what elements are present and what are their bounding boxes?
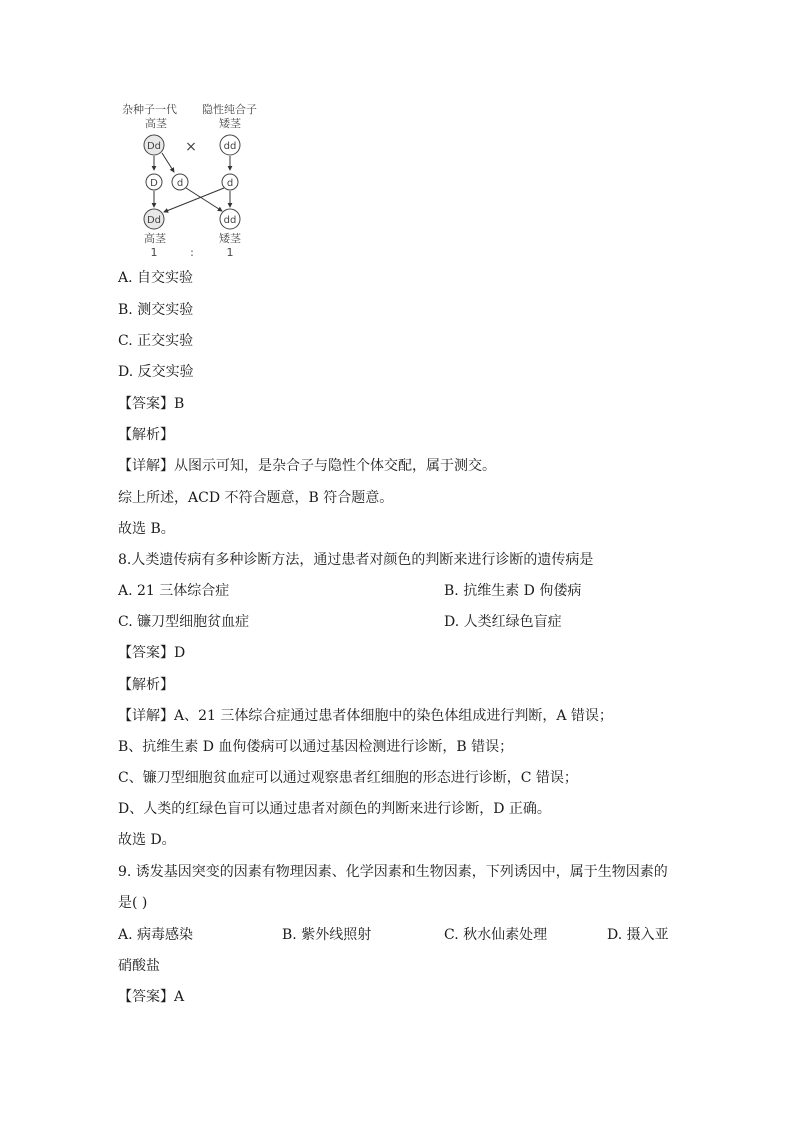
ratio-right: 1 — [226, 246, 234, 258]
diagram-left-parent-trait: 高茎 — [145, 117, 167, 130]
arrow-d-right-to-offspring-left — [164, 188, 224, 212]
cross-symbol: × — [185, 139, 197, 155]
q7-option-b: B. 测交实验 — [118, 302, 194, 318]
diagram-right-parent-trait: 矮茎 — [219, 117, 241, 130]
q9-answer: 【答案】A — [118, 989, 185, 1005]
q8-option-d: D. 人类红绿色盲症 — [444, 614, 562, 630]
offspring-right-genotype: dd — [223, 215, 237, 226]
ratio-left: 1 — [150, 246, 158, 258]
q8-explain-c: C、镰刀型细胞贫血症可以通过观察患者红细胞的形态进行诊断，C 错误； — [118, 770, 578, 786]
q7-summary: 综上所述，ACD 不符合题意，B 符合题意。 — [118, 490, 394, 506]
q8-choose: 故选 D。 — [118, 832, 176, 848]
q8-explain-d: D、人类的红绿色盲可以通过患者对颜色的判断来进行诊断，D 正确。 — [118, 801, 551, 817]
gamete-d-right: d — [226, 178, 234, 189]
q8-option-b: B. 抗维生素 D 佝偻病 — [444, 583, 582, 599]
q9-option-a: A. 病毒感染 — [118, 927, 194, 943]
parent-left-genotype: Dd — [146, 141, 162, 152]
q9-option-b: B. 紫外线照射 — [282, 927, 372, 943]
q8-stem: 8.人类遗传病有多种诊断方法，通过患者对颜色的判断来进行诊断的遗传病是 — [118, 552, 594, 568]
gamete-D: D — [150, 178, 158, 189]
q7-choose: 故选 B。 — [118, 521, 175, 537]
q7-option-a: A. 自交实验 — [118, 270, 194, 286]
q8-answer: 【答案】D — [118, 645, 186, 661]
q8-analysis-label: 【解析】 — [118, 677, 174, 693]
diagram-right-header: 隐性纯合子 — [202, 103, 257, 116]
q8-option-a: A. 21 三体综合症 — [118, 583, 230, 599]
q7-analysis-label: 【解析】 — [118, 427, 174, 443]
q9-option-c: C. 秋水仙素处理 — [444, 927, 548, 943]
q7-option-d: D. 反交实验 — [118, 364, 194, 380]
q8-explain-b: B、抗维生素 D 血佝偻病可以通过基因检测进行诊断，B 错误； — [118, 739, 514, 755]
cross-diagram — [118, 100, 278, 258]
q8-detail: 【详解】A、21 三体综合症通过患者体细胞中的染色体组成进行判断，A 错误； — [118, 708, 613, 724]
offspring-right-trait: 矮茎 — [219, 232, 241, 245]
gamete-d-left: d — [176, 178, 184, 189]
parent-right-genotype: dd — [223, 141, 237, 152]
offspring-left-genotype: Dd — [146, 215, 162, 226]
ratio-separator: : — [190, 246, 194, 258]
q9-option-d-continued: 硝酸盐 — [118, 958, 160, 974]
q9-stem-line2: 是( ) — [118, 895, 148, 911]
q9-option-d: D. 摄入亚 — [607, 927, 669, 943]
q9-stem-line1: 9. 诱发基因突变的因素有物理因素、化学因素和生物因素，下列诱因中，属于生物因素的 — [118, 864, 668, 880]
arrow-parent-left-d — [162, 153, 174, 172]
diagram-left-header: 杂种子一代 — [122, 103, 177, 116]
q7-answer: 【答案】B — [118, 396, 185, 412]
offspring-left-trait: 高茎 — [144, 232, 166, 245]
q7-detail: 【详解】从图示可知，是杂合子与隐性个体交配，属于测交。 — [118, 458, 496, 474]
q8-option-c: C. 镰刀型细胞贫血症 — [118, 614, 250, 630]
q7-option-c: C. 正交实验 — [118, 333, 194, 349]
